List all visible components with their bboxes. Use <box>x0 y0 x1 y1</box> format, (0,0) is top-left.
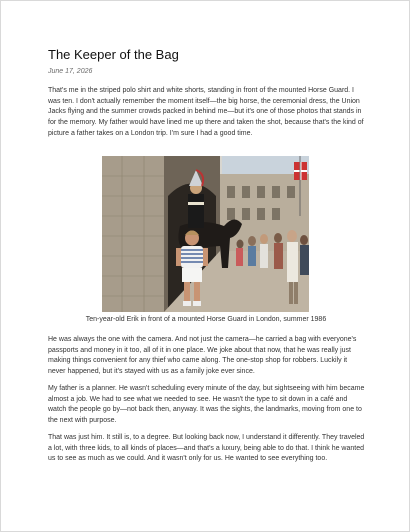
paragraph-3: My father is a planner. He wasn't scheduling every minute of the day, but sightseeing with him became almost a job. We had to see what we needed to see. He wasn't the type to sit down in a café and watch the people go by—not back then, anyway. It was the sights, the landmarks, moving from one to the next with purpose. <box>48 385 365 425</box>
horse-guard-photo <box>102 156 309 312</box>
article-title: The Keeper of the Bag <box>48 47 179 62</box>
paragraph-2: He was always the one with the camera. And not just the camera—he carried a bag with everyone's passports and money in it too, all of it in one place. We joke about that now, that he was really just making things convenient for any thief who came along. The one-stop shop for robbers. Luckily it never happened, but it's stayed with us as a family joke ever since. <box>48 336 357 376</box>
paragraph-1: That's me in the striped polo shirt and white shorts, standing in front of the mounted Horse Guard. I was ten. I don't actually remember the moment itself—the big horse, the ceremonial dress, the Union Jacks flying and the summer crowds packed in behind me—but it's one of those photos that stands in for the memory. My father would have lined me up there and taken the shot, because that's the kind of picture a father takes on a London trip. I'm sure I had a good time. <box>48 87 364 137</box>
photo-caption: Ten-year-old Erik in front of a mounted Horse Guard in London, summer 1986 <box>85 316 327 323</box>
paragraph-4: That was just him. It still is, to a degree. But looking back now, I understand it differently. They traveled a lot, with three kids, to all kinds of places—and that's a luxury, being able to do that. I think he wanted us to see as much as we could. And it wasn't only for us. He wanted to see everything too. <box>48 434 365 463</box>
article-date: June 17, 2026 <box>48 68 93 75</box>
